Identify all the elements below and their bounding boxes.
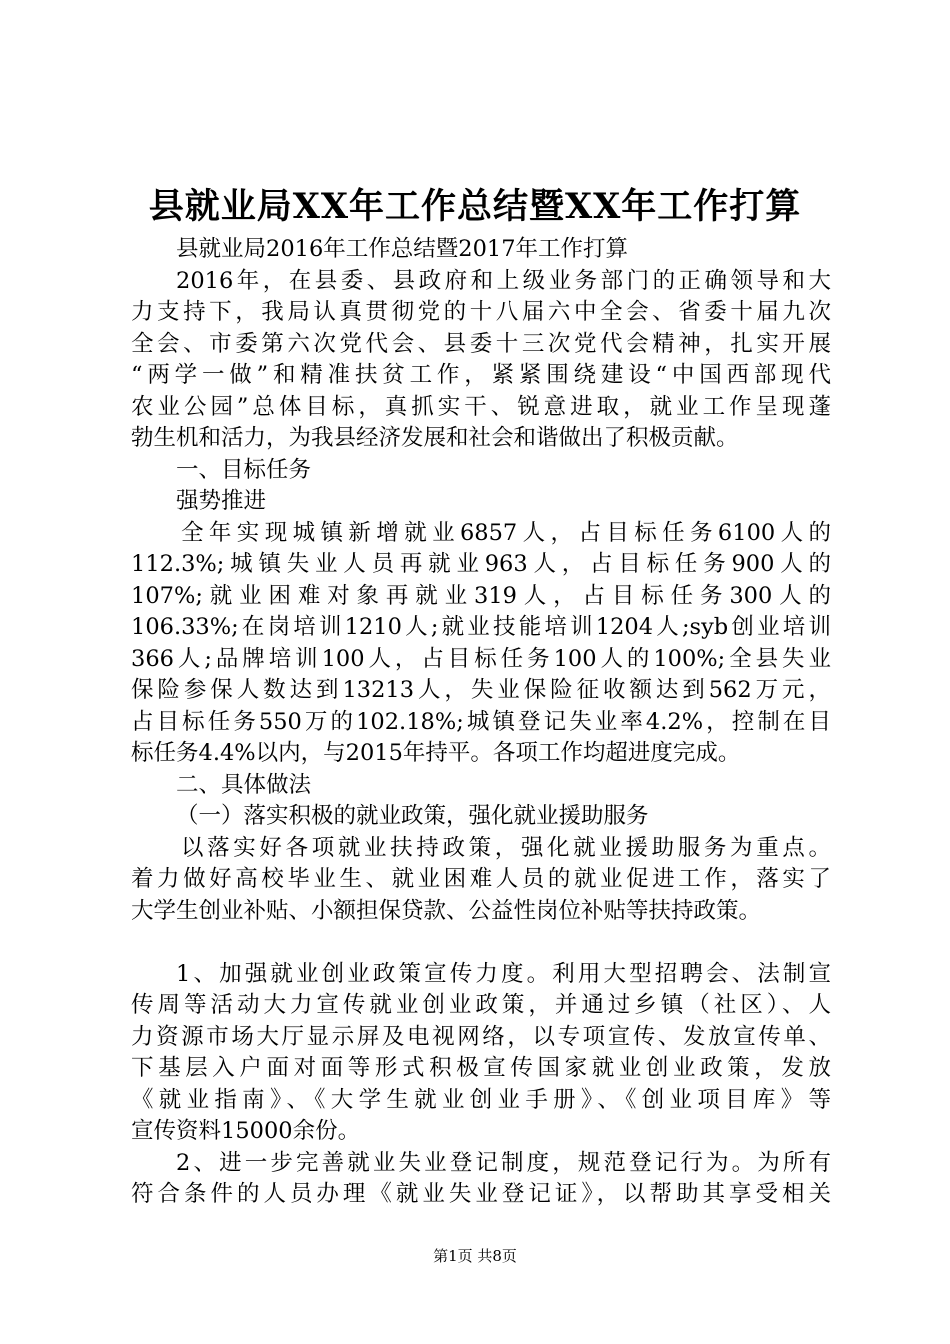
paragraph-line: 1、加强就业创业政策宣传力度。利用大型招聘会、法制宣 <box>176 960 831 987</box>
paragraph-line: 农业公园”总体目标，真抓实干、锐意进取，就业工作呈现蓬 <box>131 393 831 420</box>
paragraph-line: 2、进一步完善就业失业登记制度，规范登记行为。为所有 <box>176 1149 831 1176</box>
paragraph-line: 全年实现城镇新增就业6857人，占目标任务6100人的 <box>181 519 831 546</box>
paragraph-line: 366人;品牌培训100人，占目标任务100人的100%;全县失业 <box>131 645 831 672</box>
paragraph-line: 大学生创业补贴、小额担保贷款、公益性岗位补贴等扶持政策。 <box>131 897 762 924</box>
subtitle-line: 县就业局2016年工作总结暨2017年工作打算 <box>176 236 629 262</box>
paragraph-line: 全会、市委第六次党代会、县委十三次党代会精神，扎实开展 <box>131 330 831 357</box>
paragraph-line: 标任务4.4%以内，与2015年持平。各项工作均超进度完成。 <box>131 740 741 766</box>
blank-line <box>131 927 831 959</box>
paragraph-line: 《就业指南》、《大学生就业创业手册》、《创业项目库》等 <box>131 1086 831 1113</box>
document-title: 县就业局XX年工作总结暨XX年工作打算 <box>148 186 802 227</box>
paragraph-line: 符合条件的人员办理《就业失业登记证》，以帮助其享受相关 <box>131 1181 831 1207</box>
section-subheading: 强势推进 <box>176 488 267 514</box>
paragraph-line: 着力做好高校毕业生、就业困难人员的就业促进工作，落实了 <box>131 866 831 892</box>
section-heading: 二、具体做法 <box>176 771 312 798</box>
paragraph-line: 宣传资料15000余份。 <box>131 1118 361 1144</box>
paragraph-line: 占目标任务550万的102.18%;城镇登记失业率4.2%，控制在目 <box>131 708 831 735</box>
paragraph-line: 勃生机和活力，为我县经济发展和社会和谐做出了积极贡献。 <box>131 425 739 451</box>
page-number: 第1页 共8页 <box>433 1247 517 1265</box>
paragraph-line: “两学一做”和精准扶贫工作，紧紧围绕建设“中国西部现代 <box>131 362 831 388</box>
paragraph-line: 106.33%;在岗培训1210人;就业技能培训1204人;syb创业培训 <box>131 614 831 640</box>
paragraph-line: 传周等活动大力宣传就业创业政策，并通过乡镇（社区）、人 <box>131 992 831 1018</box>
paragraph-line: 2016年，在县委、县政府和上级业务部门的正确领导和大 <box>176 267 831 294</box>
paragraph-line: 保险参保人数达到13213人，失业保险征收额达到562万元， <box>131 677 831 703</box>
paragraph-line: 112.3%;城镇失业人员再就业963人，占目标任务900人的 <box>131 551 831 577</box>
paragraph-line: 下基层入户面对面等形式积极宣传国家就业创业政策，发放 <box>131 1055 831 1081</box>
document-body <box>131 234 831 1211</box>
section-heading: 一、目标任务 <box>176 456 312 483</box>
paragraph-line: 力支持下，我局认真贯彻党的十八届六中全会、省委十届九次 <box>131 299 831 325</box>
paragraph-line: 以落实好各项就业扶持政策，强化就业援助服务为重点。 <box>181 834 831 861</box>
paragraph-line: 力资源市场大厅显示屏及电视网络，以专项宣传、发放宣传单、 <box>131 1023 831 1050</box>
section-subheading: （一）落实积极的就业政策，强化就业援助服务 <box>176 803 649 829</box>
paragraph-line: 107%;就业困难对象再就业319人，占目标任务300人的 <box>131 582 831 609</box>
